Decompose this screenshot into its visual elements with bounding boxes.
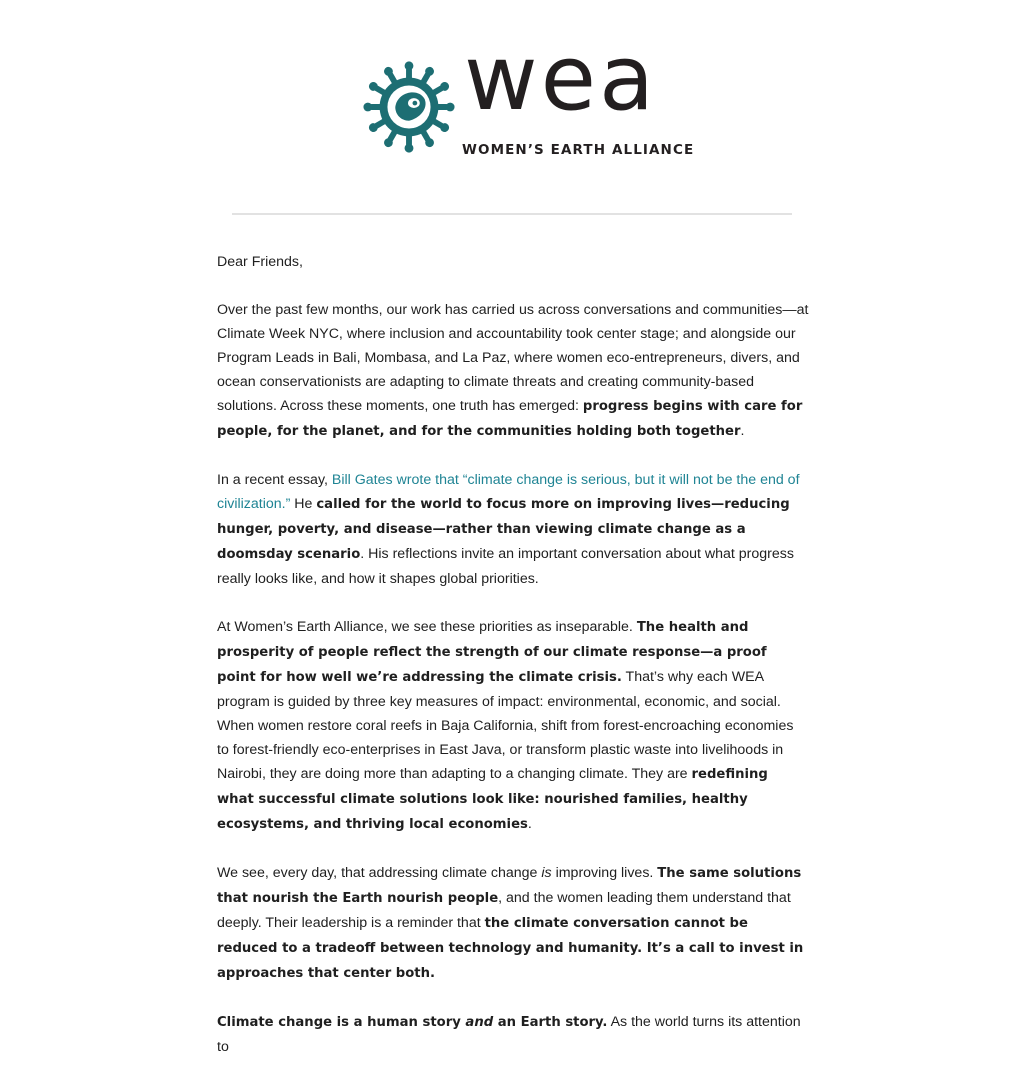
p3-bold-1: The health and prosperity of people reflect the strength of our climate response—a proof point for how well we’re addressing the climate crisis. (217, 620, 767, 685)
letter-body (217, 250, 809, 1083)
p4-mid-1: improving lives. (551, 865, 658, 881)
p1-intro: Over the past few months, our work has carried us across conversations and communities—at Climate Week NYC, where inclusion and accountability took center stage; and alongside our Program Leads in Bali, Mombasa, and La Paz, where women eco-entrepreneurs, divers, and ocean conservationists are adapting to climate threats and creating community-based solutions. Across these moments, one truth has emerged: (217, 302, 809, 414)
p4-bold-1: The same solutions that nourish the Earth nourish people (217, 866, 802, 906)
p2-bold: called for the world to focus more on improving lives—reducing hunger, poverty, and disease—rather than viewing climate change as a doomsday scenario (217, 497, 790, 562)
paragraph-5 (217, 1010, 809, 1059)
p1-end: . (740, 423, 745, 439)
wordmark: wea (464, 26, 658, 131)
p4-intro: We see, every day, that addressing climate change (217, 865, 542, 881)
sun-seed-icon (360, 58, 458, 156)
p3-bold-2: redefining what successful climate solutions look like: nourished families, healthy ecosystems, and thriving local economies (217, 767, 768, 832)
p3-mid: That’s why each WEA program is guided by three key measures of impact: environmental, economic, and social. When women restore coral reefs in Baja California, shift from forest-encroaching economies to forest-friendly eco-enterprises in East Java, or transform plastic waste into livelihoods in Nairobi, they are doing more than adapting to a changing climate. They are (217, 669, 794, 782)
p5-rest: As the world turns its attention to (217, 1014, 801, 1055)
p2-intro: In a recent essay, (217, 472, 332, 488)
p5-bold-1: Climate change is a human story (217, 1015, 466, 1030)
wea-logo[interactable] (360, 26, 695, 160)
p1-bold: progress begins with care for people, for the planet, and for the communities holding both together (217, 399, 803, 439)
p2-end: . His reflections invite an important conversation about what progress really looks like, and how it shapes global priorities. (217, 546, 794, 587)
p5-bold-italic (465, 1015, 493, 1030)
p4-bold-2: the climate conversation cannot be reduced to a tradeoff between technology and humanity. It’s a call to invest in approaches that center both. (217, 916, 804, 981)
bill-gates-essay-link[interactable]: Bill Gates wrote that “climate change is serious, but it will not be the end of civilization.” (217, 472, 800, 512)
p4-mid-2: , and the women leading them understand that deeply. Their leadership is a reminder that (217, 890, 791, 931)
paragraph-1 (217, 298, 809, 444)
greeting: Dear Friends, (217, 254, 303, 270)
p3-intro: At Women’s Earth Alliance, we see these priorities as inseparable. (217, 619, 637, 635)
header-divider (232, 213, 792, 215)
p4-italic: is (541, 865, 552, 881)
paragraph-2 (217, 468, 809, 591)
p2-mid: He (290, 496, 317, 512)
paragraph-3 (217, 615, 809, 837)
tagline: WOMEN’S EARTH ALLIANCE (462, 142, 695, 158)
p5-italic-and: and (465, 1015, 494, 1030)
p5-bold-2: an Earth story. (493, 1015, 608, 1030)
p3-end: . (527, 816, 532, 832)
email-header (0, 0, 1024, 216)
paragraph-4 (217, 861, 809, 986)
